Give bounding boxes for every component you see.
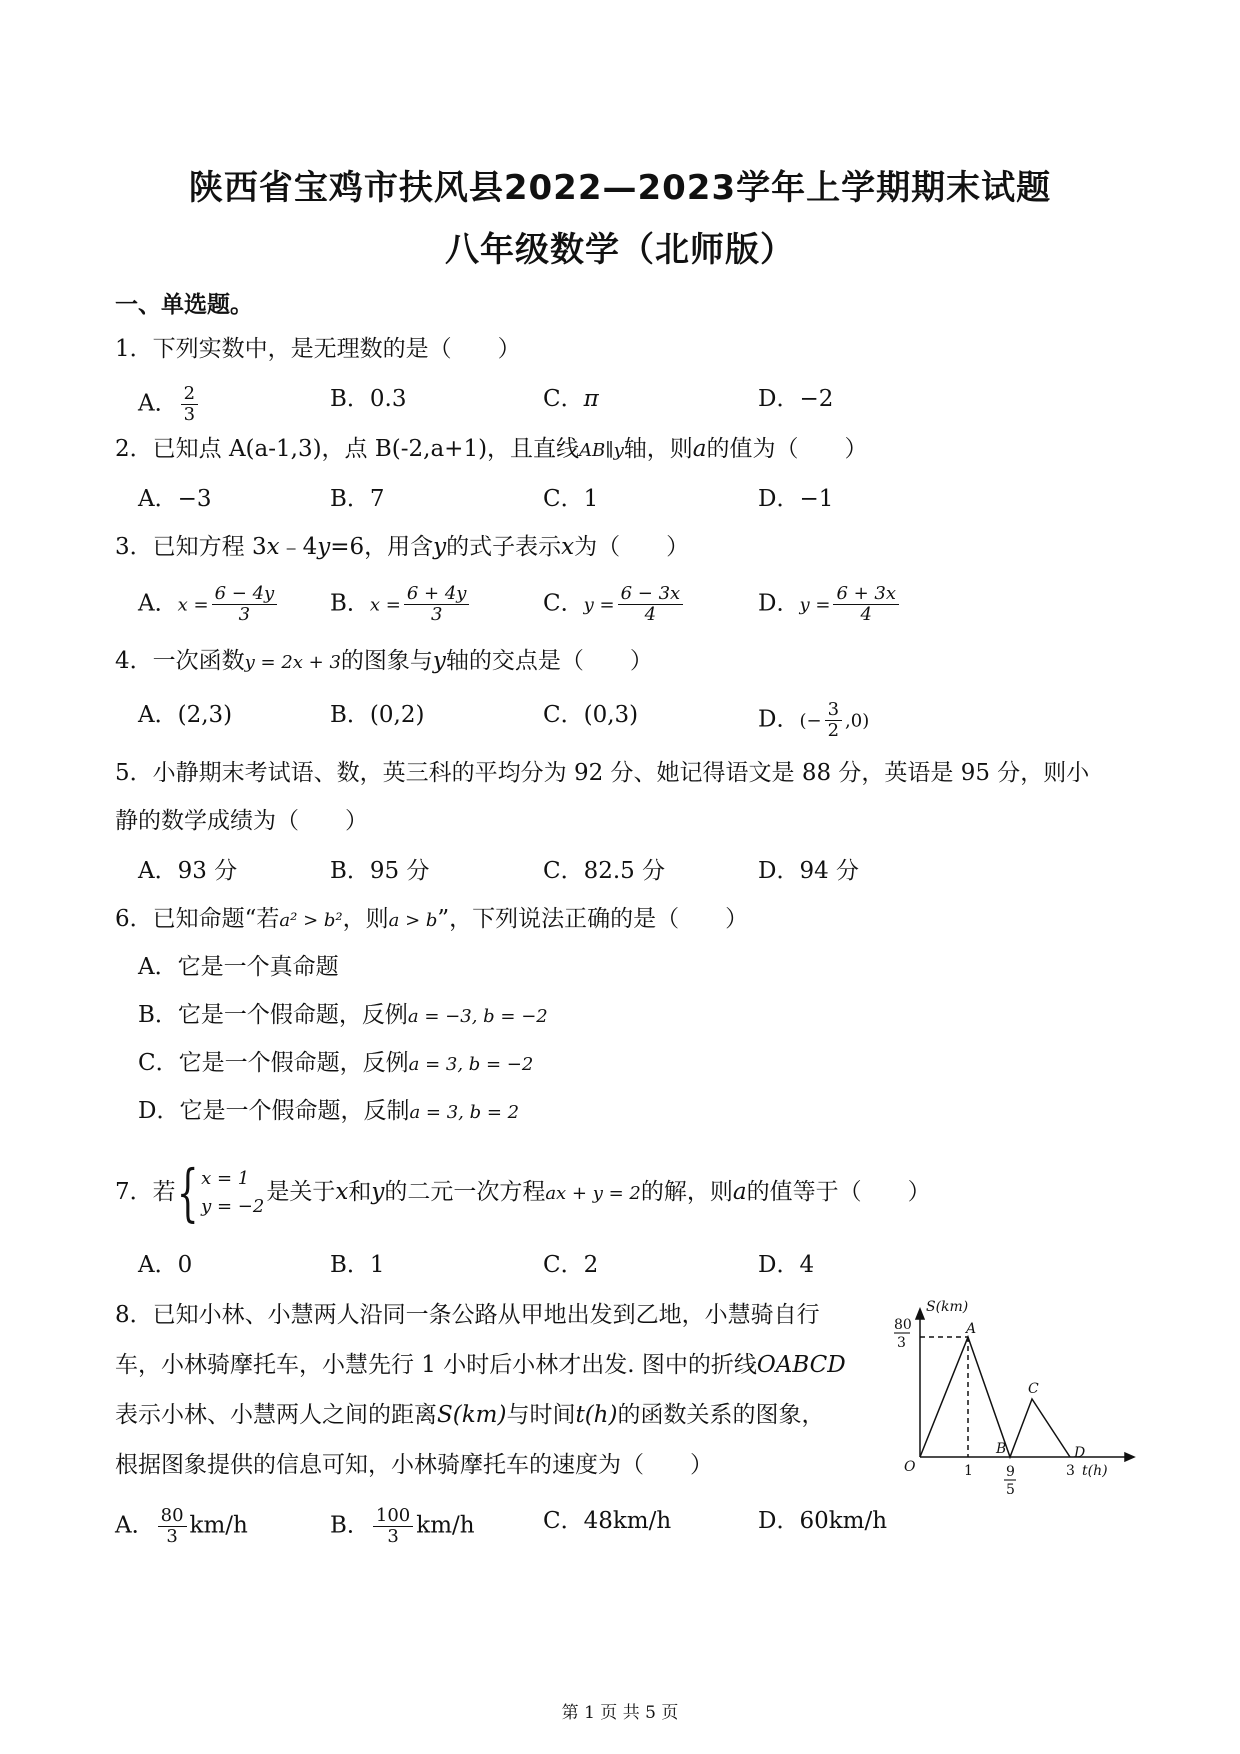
page-footer: 第 1 页 共 5 页 bbox=[561, 1703, 679, 1723]
q1-option-b: B．0.3 bbox=[330, 386, 407, 412]
q4-option-b: B．(0,2) bbox=[330, 702, 425, 728]
page-title: 陕西省宝鸡市扶风县2022—2023学年上学期期末试题 bbox=[188, 168, 1052, 208]
equation-system: x = 1 y = −2 bbox=[201, 1168, 265, 1217]
q1-option-d: D．−2 bbox=[758, 386, 834, 412]
fraction: $\frac{6 - 3x}{4}$ bbox=[618, 584, 684, 625]
q7-option-b: B．1 bbox=[330, 1252, 385, 1278]
q6-option-a: A．它是一个真命题 bbox=[138, 954, 339, 980]
question-8-line1: 8．已知小林、小慧两人沿同一条公路从甲地出发到乙地，小慧骑自行 bbox=[115, 1302, 820, 1328]
x-tick-3: 3 bbox=[1066, 1463, 1075, 1479]
fraction: $\frac{100}{3}$ bbox=[373, 1506, 413, 1547]
page-subtitle: 八年级数学（北师版） bbox=[445, 230, 795, 270]
origin-label: O bbox=[904, 1459, 916, 1475]
section-heading: 一、单选题。 bbox=[115, 292, 253, 318]
q7-option-d: D．4 bbox=[758, 1252, 815, 1278]
q7-option-a: A．0 bbox=[138, 1252, 193, 1278]
point-b-label: B bbox=[996, 1441, 1007, 1457]
q5-option-b: B．95 分 bbox=[330, 858, 430, 884]
y-tick-num: 80 bbox=[894, 1317, 912, 1333]
fraction: $\frac{6 + 4y}{3}$ bbox=[404, 584, 470, 625]
question-8-line3: 表示小林、小慧两人之间的距离S(km)与时间t(h)的函数关系的图象， bbox=[115, 1402, 825, 1428]
q5-option-d: D．94 分 bbox=[758, 858, 860, 884]
question-5-stem-line2: 静的数学成绩为（ ） bbox=[115, 808, 368, 834]
q1-option-a: A． $\frac{2}{3}$ bbox=[138, 384, 201, 425]
point-c-label: C bbox=[1028, 1381, 1039, 1397]
q3-option-c: C．y = $\frac{6 - 3x}{4}$ bbox=[543, 584, 686, 625]
x-tick-1: 1 bbox=[964, 1463, 973, 1479]
q8-option-a: A． $\frac{80}{3}$ km/h bbox=[115, 1505, 248, 1547]
fraction: $\frac{3}{2}$ bbox=[825, 700, 842, 741]
q3-option-a: A．x = $\frac{6 - 4y}{3}$ bbox=[138, 584, 280, 625]
y-tick-den: 3 bbox=[897, 1335, 906, 1351]
x-tick-2-den: 5 bbox=[1006, 1482, 1015, 1495]
q7-option-c: C．2 bbox=[543, 1252, 599, 1278]
q3-option-d: D．y = $\frac{6 + 3x}{4}$ bbox=[758, 584, 902, 625]
q8-option-c: C．48km/h bbox=[543, 1508, 672, 1534]
x-axis-label: t(h) bbox=[1082, 1463, 1108, 1479]
question-4-stem: 4．一次函数y = 2x + 3的图象与y轴的交点是（ ） bbox=[115, 648, 653, 674]
question-6-stem: 6．已知命题“若a² > b²，则a > b”，下列说法正确的是（ ） bbox=[115, 906, 749, 932]
q4-option-d: D．(− $\frac{3}{2}$ ,0) bbox=[758, 699, 870, 741]
q2-option-b: B．7 bbox=[330, 486, 385, 512]
q2-option-d: D．−1 bbox=[758, 486, 834, 512]
point-a-label: A bbox=[966, 1321, 977, 1337]
x-tick-2-num: 9 bbox=[1006, 1464, 1015, 1480]
fraction: $\frac{2}{3}$ bbox=[181, 384, 198, 425]
question-5-stem-line1: 5．小静期末考试语、数，英三科的平均分为 92 分、她记得语文是 88 分，英语是 95 分，则小 bbox=[115, 760, 1090, 786]
fraction: $\frac{80}{3}$ bbox=[158, 1506, 187, 1547]
q6-option-c: C．它是一个假命题，反例a = 3, b = −2 bbox=[138, 1050, 534, 1076]
q1-option-c: C．π bbox=[543, 386, 599, 412]
fraction: $\frac{6 - 4y}{3}$ bbox=[212, 584, 278, 625]
question-7-stem: 7．若{ x = 1 y = −2 是关于x和y的二元一次方程ax + y = 2的解，则a的值等于（ ） bbox=[115, 1156, 931, 1229]
question-2-stem: 2．已知点 A(a-1,3)，点 B(-2,a+1)，且直线AB∥y轴，则a的值为（ ） bbox=[115, 436, 868, 462]
question-1-stem: 1．下列实数中，是无理数的是（ ） bbox=[115, 336, 521, 362]
y-axis-arrow bbox=[916, 1309, 924, 1319]
q2-option-c: C．1 bbox=[543, 486, 599, 512]
fraction: $\frac{6 + 3x}{4}$ bbox=[833, 584, 899, 625]
question-8-line2: 车，小林骑摩托车，小慧先行 1 小时后小林才出发. 图中的折线OABCD bbox=[115, 1352, 846, 1378]
system-brace: { bbox=[176, 1156, 199, 1229]
q5-option-a: A．93 分 bbox=[138, 858, 238, 884]
point-d-label: D bbox=[1074, 1445, 1086, 1461]
q2-option-a: A．−3 bbox=[138, 486, 212, 512]
q6-option-d: D．它是一个假命题，反制a = 3, b = 2 bbox=[138, 1098, 520, 1124]
q4-option-a: A．(2,3) bbox=[138, 702, 233, 728]
q4-option-c: C．(0,3) bbox=[543, 702, 639, 728]
question-8-line4: 根据图象提供的信息可知，小林骑摩托车的速度为（ ） bbox=[115, 1452, 713, 1478]
q6-option-b: B．它是一个假命题，反例a = −3, b = −2 bbox=[138, 1002, 548, 1028]
distance-time-graph bbox=[880, 1295, 1140, 1495]
q3-option-b: B．x = $\frac{6 + 4y}{3}$ bbox=[330, 584, 472, 625]
graph-polyline-oabcd bbox=[920, 1337, 1070, 1457]
y-axis-label: S(km) bbox=[926, 1299, 969, 1315]
x-axis-arrow bbox=[1125, 1453, 1134, 1461]
q5-option-c: C．82.5 分 bbox=[543, 858, 666, 884]
q8-option-b: B． $\frac{100}{3}$ km/h bbox=[330, 1505, 475, 1547]
q8-option-d: D．60km/h bbox=[758, 1508, 888, 1534]
question-3-stem: 3．已知方程 3x﹣4y=6，用含y的式子表示x为（ ） bbox=[115, 534, 690, 560]
